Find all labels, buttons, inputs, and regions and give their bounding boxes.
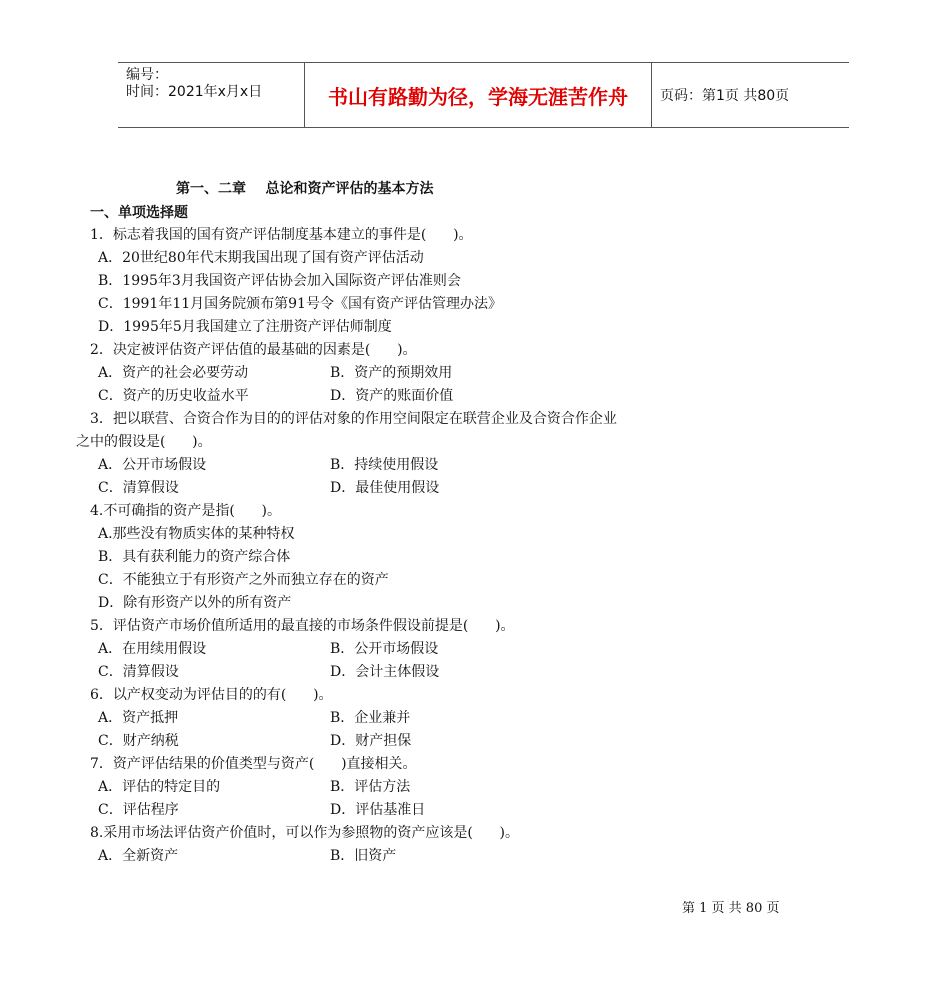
question-8-option-b: B．旧资产 <box>330 848 397 864</box>
question-2-option-b: B．资产的预期效用 <box>330 365 453 381</box>
question-2-option-c: C．资产的历史收益水平 <box>98 388 249 404</box>
question-5-option-c: C．清算假设 <box>98 664 179 680</box>
question-6: 6．以产权变动为评估目的的有( )。 <box>90 687 333 703</box>
question-8-option-a: A．全新资产 <box>98 848 179 864</box>
question-7-option-a: A．评估的特定目的 <box>98 779 221 795</box>
question-5-option-d: D．会计主体假设 <box>330 664 440 680</box>
question-3-option-b: B．持续使用假设 <box>330 457 439 473</box>
time-label: 时间：2021年x月x日 <box>126 84 263 100</box>
question-3-option-c: C．清算假设 <box>98 480 179 496</box>
chapter-title: 第一、二章 总论和资产评估的基本方法 <box>176 181 434 197</box>
question-4-option-c: C．不能独立于有形资产之外而独立存在的资产 <box>98 572 389 588</box>
question-1: 1．标志着我国的国有资产评估制度基本建立的事件是( )。 <box>90 227 473 243</box>
question-4-option-a: A.那些没有物质实体的某种特权 <box>98 526 295 542</box>
question-7-option-b: B．评估方法 <box>330 779 411 795</box>
question-2-option-d: D．资产的账面价值 <box>330 388 454 404</box>
question-4: 4.不可确指的资产是指( )。 <box>90 503 281 519</box>
motto: 书山有路勤为径，学海无涯苦作舟 <box>304 63 652 127</box>
question-4-option-d: D．除有形资产以外的所有资产 <box>98 595 292 611</box>
page-info: 页码：第1页 共80页 <box>660 88 790 104</box>
question-6-option-d: D．财产担保 <box>330 733 412 749</box>
question-7: 7．资产评估结果的价值类型与资产( )直接相关。 <box>90 756 417 772</box>
question-6-option-c: C．财产纳税 <box>98 733 179 749</box>
question-1-option-d: D．1995年5月我国建立了注册资产评估师制度 <box>98 319 392 335</box>
question-2-option-a: A．资产的社会必要劳动 <box>98 365 249 381</box>
question-7-option-d: D．评估基准日 <box>330 802 426 818</box>
question-5: 5．评估资产市场价值所适用的最直接的市场条件假设前提是( )。 <box>90 618 515 634</box>
question-5-option-b: B．公开市场假设 <box>330 641 439 657</box>
question-4-option-b: B．具有获利能力的资产综合体 <box>98 549 291 565</box>
number-label: 编号： <box>126 67 168 83</box>
question-1-option-c: C．1991年11月国务院颁布第91号令《国有资产评估管理办法》 <box>98 296 502 312</box>
header-meta <box>118 63 304 127</box>
question-1-option-a: A．20世纪80年代末期我国出现了国有资产评估活动 <box>98 250 424 266</box>
question-1-option-b: B．1995年3月我国资产评估协会加入国际资产评估准则会 <box>98 273 461 289</box>
question-8: 8.采用市场法评估资产价值时，可以作为参照物的资产应该是( )。 <box>90 825 519 841</box>
page-footer: 第 1 页 共 80 页 <box>682 901 780 916</box>
question-3-option-d: D．最佳使用假设 <box>330 480 440 496</box>
question-2: 2．决定被评估资产评估值的最基础的因素是( )。 <box>90 342 417 358</box>
question-6-option-b: B．企业兼并 <box>330 710 411 726</box>
page-header <box>118 62 849 128</box>
question-3-option-a: A．公开市场假设 <box>98 457 207 473</box>
section-title: 一、单项选择题 <box>90 205 188 221</box>
question-3: 3．把以联营、合资合作为目的的评估对象的作用空间限定在联营企业及合资合作企业 <box>90 411 617 427</box>
question-6-option-a: A．资产抵押 <box>98 710 179 726</box>
question-5-option-a: A．在用续用假设 <box>98 641 207 657</box>
question-3-cont: 之中的假设是( )。 <box>76 434 212 450</box>
question-7-option-c: C．评估程序 <box>98 802 179 818</box>
